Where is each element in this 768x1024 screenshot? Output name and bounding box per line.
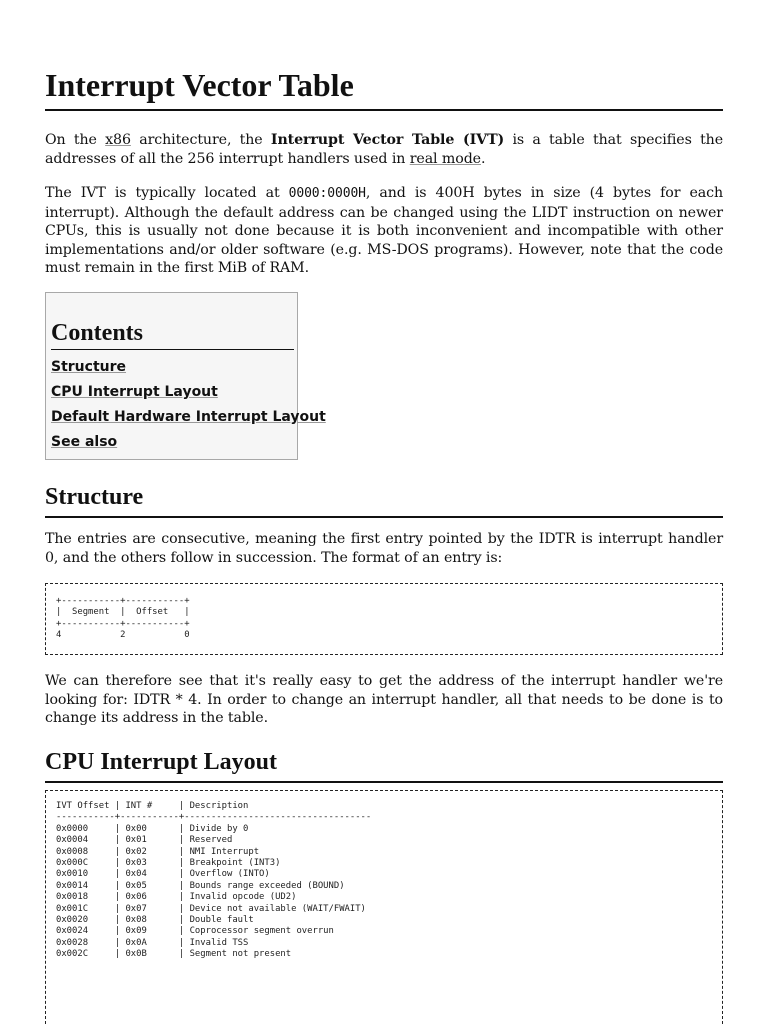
code-line: +-----------+-----------+ <box>56 618 190 629</box>
toc-title: Contents <box>51 319 294 350</box>
table-row: 0x0010 | 0x04 | Overflow (INTO) <box>56 869 270 880</box>
ivt-table-divider: -----------+-----------+----------------------------------- <box>56 812 372 823</box>
code-line: | Segment | Offset | <box>56 607 190 618</box>
page-title: Interrupt Vector Table <box>45 66 723 111</box>
table-row: 0x0018 | 0x06 | Invalid opcode (UD2) <box>56 892 297 903</box>
code-line: +-----------+-----------+ <box>56 596 190 606</box>
table-row: 0x0020 | 0x08 | Double fault <box>56 915 254 926</box>
table-row: 0x001C | 0x07 | Device not available (WAIT/FWAIT) <box>56 903 366 914</box>
structure-paragraph-1: The entries are consecutive, meaning the first entry pointed by the IDTR is interrupt handler 0, and the others follow in succession. The format of an entry is: <box>45 531 723 566</box>
structure-paragraph-2: We can therefore see that it's really easy to get the address of the interrupt handler we're looking for: IDTR * 4. In order to change an interrupt handler, all that needs to be done is to change its address in the table. <box>45 673 723 726</box>
toc-item-see-also[interactable]: See also <box>51 434 118 450</box>
intro-text: , and is 400H bytes in size (4 bytes for each interrupt). Although the default address can be changed using the LIDT instruction on newer CPUs, this is usually not done because it is both inconvenient and incompatible with other implementations and/or older software (e.g. MS-DOS programs). However, note that the code must remain in the first MiB of RAM. <box>45 185 723 276</box>
table-row: 0x000C | 0x03 | Breakpoint (INT3) <box>56 858 281 869</box>
intro-text: The IVT is typically located at <box>45 185 289 201</box>
ivt-table-header: IVT Offset | INT # | Description <box>56 801 249 811</box>
intro-text: architecture, the <box>130 132 271 148</box>
toc-item-default-hardware-interrupt-layout[interactable]: Default Hardware Interrupt Layout <box>51 409 326 425</box>
table-row: 0x0014 | 0x05 | Bounds range exceeded (BOUND) <box>56 880 345 891</box>
intro-paragraph-1 <box>45 131 723 168</box>
toc-item-structure[interactable]: Structure <box>51 359 127 375</box>
ivt-bold-term: Interrupt Vector Table (IVT) <box>270 132 505 148</box>
ivt-address-code: 0000:0000H <box>288 186 366 201</box>
cpu-interrupt-layout-heading: CPU Interrupt Layout <box>45 747 723 783</box>
intro-text: is a table that specifies the addresses of all the 256 interrupt handlers used in <box>45 132 724 167</box>
table-row: 0x0000 | 0x00 | Divide by 0 <box>56 823 249 834</box>
table-row: 0x002C | 0x0B | Segment not present <box>56 949 292 960</box>
table-row: 0x0004 | 0x01 | Reserved <box>56 835 233 846</box>
table-row: 0x0028 | 0x0A | Invalid TSS <box>56 937 249 948</box>
toc-item-cpu-interrupt-layout[interactable]: CPU Interrupt Layout <box>51 384 218 400</box>
real-mode-link[interactable]: real mode <box>409 150 481 167</box>
table-row: 0x0024 | 0x09 | Coprocessor segment overrun <box>56 926 334 937</box>
code-line: 4 2 0 <box>56 630 190 641</box>
intro-text: . <box>480 150 486 167</box>
intro-paragraph-2 <box>45 184 723 278</box>
x86-link[interactable]: x86 <box>105 132 131 148</box>
cpu-interrupt-table-block <box>45 790 723 1024</box>
entry-format-code-block <box>45 583 723 655</box>
table-of-contents <box>45 292 326 460</box>
structure-heading: Structure <box>45 482 723 518</box>
table-row: 0x0008 | 0x02 | NMI Interrupt <box>56 846 260 857</box>
intro-text: On the <box>45 132 106 148</box>
